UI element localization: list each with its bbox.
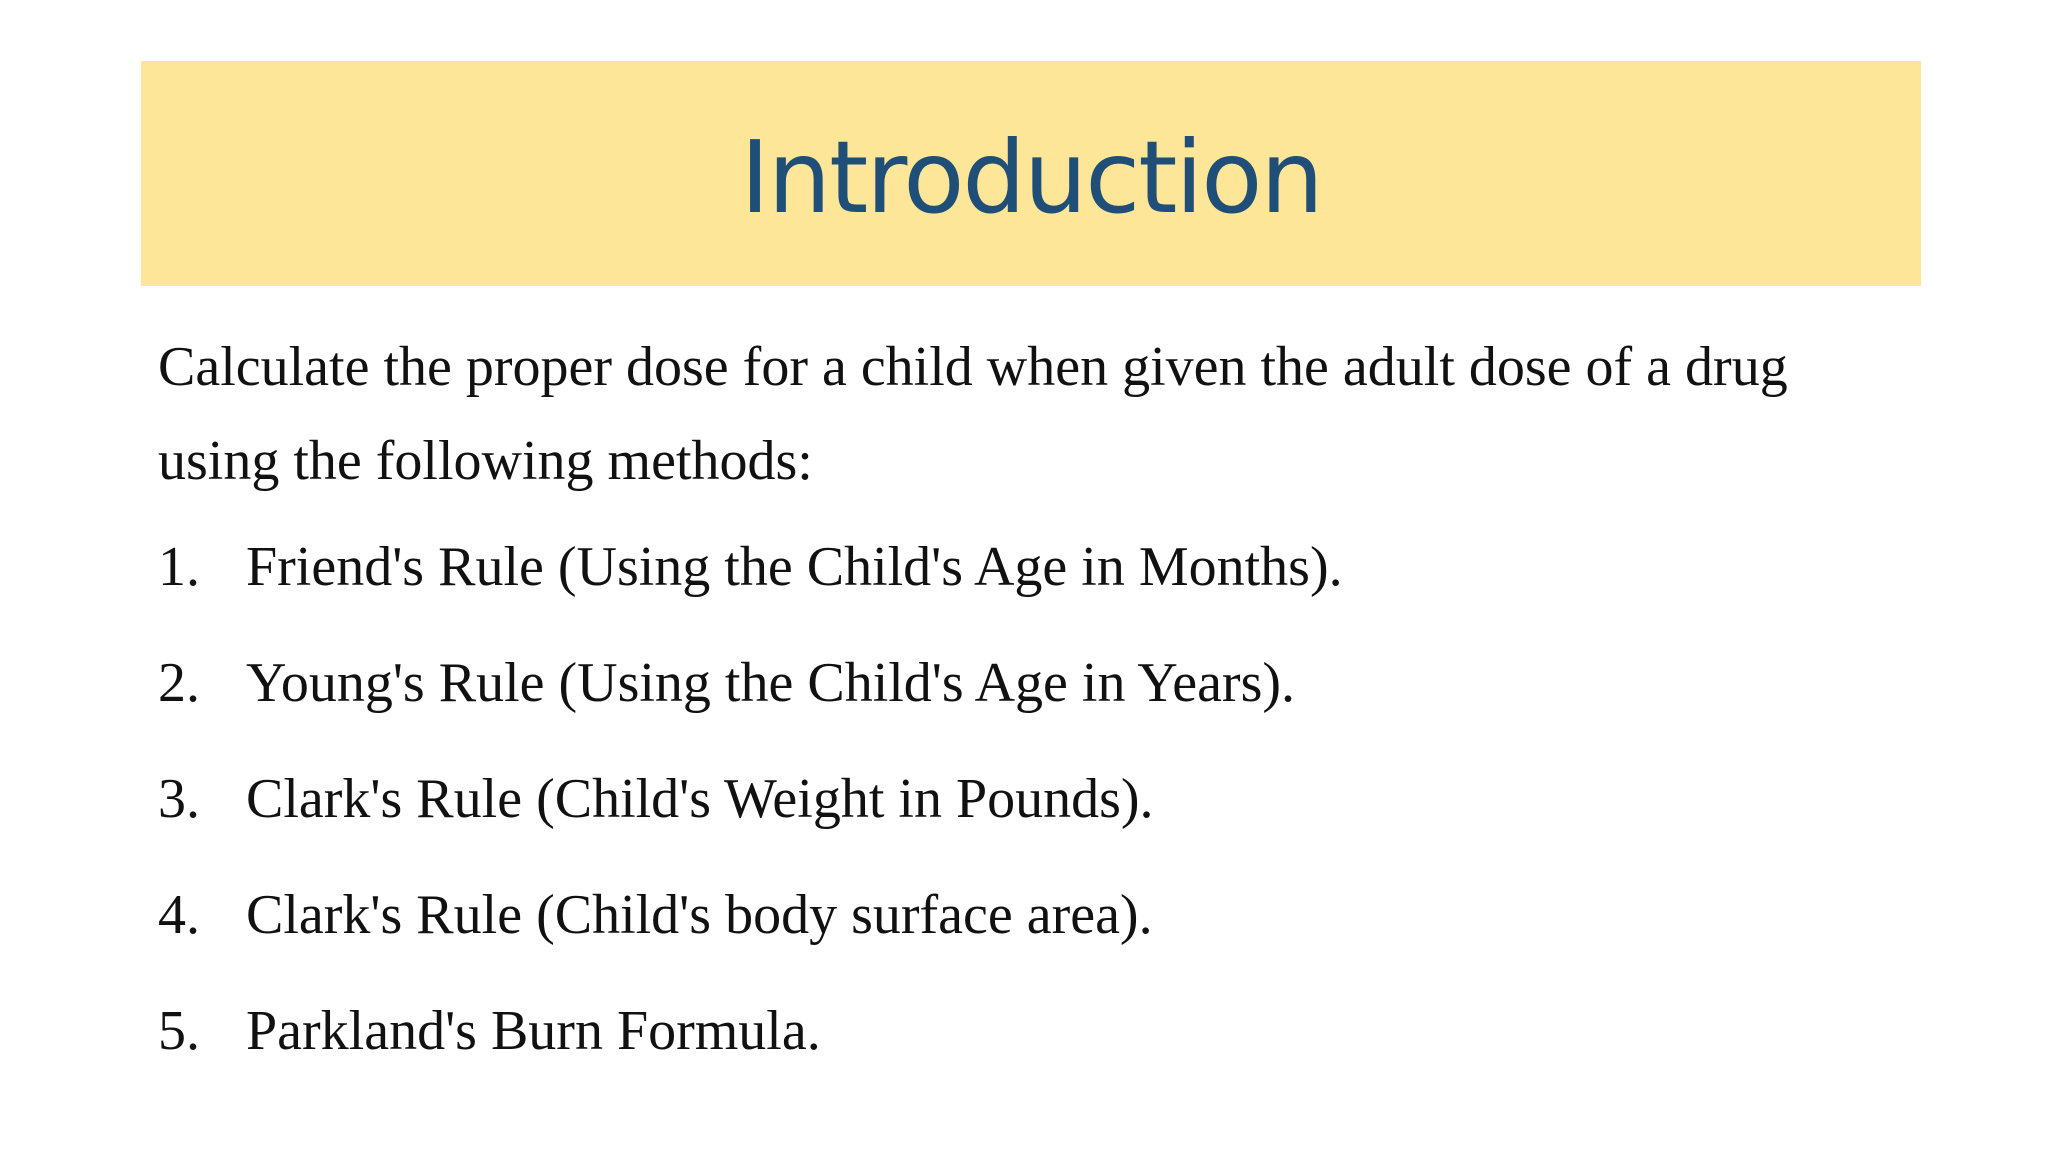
list-item [158,647,1938,763]
slide-body [158,320,1938,1111]
list-item-text: Clark's Rule (Child's body surface area). [246,884,1153,946]
list-item-text: Friend's Rule (Using the Child's Age in Months). [246,536,1343,598]
methods-list [158,531,1938,1111]
list-item-number: 2. [158,652,200,714]
intro-paragraph [158,320,1938,508]
list-item-number: 1. [158,536,200,598]
list-item-number: 3. [158,768,200,830]
list-item [158,763,1938,879]
list-item-text: Young's Rule (Using the Child's Age in Years). [246,652,1296,714]
list-item [158,995,1938,1111]
list-item-text: Parkland's Burn Formula. [246,1000,821,1062]
slide-title: Introduction [740,118,1322,236]
list-item-number: 5. [158,1000,200,1062]
intro-line-1: Calculate the proper dose for a child when given the adult dose of a drug [158,336,1788,398]
list-item-text: Clark's Rule (Child's Weight in Pounds). [246,768,1154,830]
list-item [158,879,1938,995]
list-item-number: 4. [158,884,200,946]
title-band [141,61,1921,286]
list-item [158,531,1938,647]
intro-line-2: using the following methods: [158,430,813,492]
